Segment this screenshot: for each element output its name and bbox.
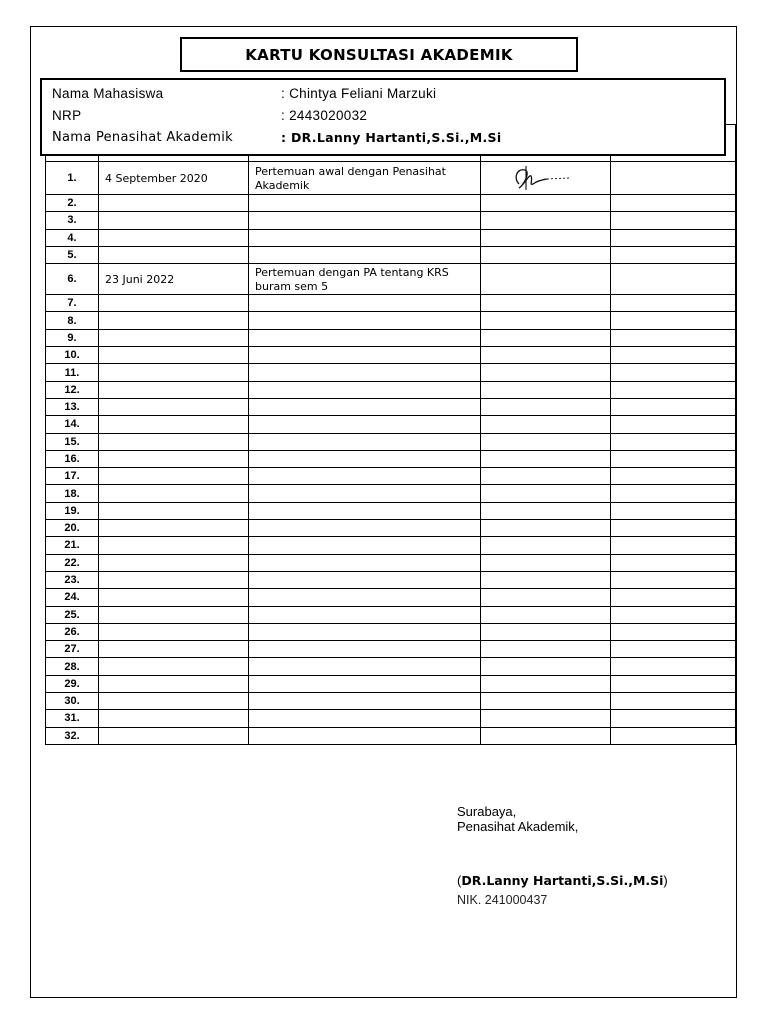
- row-signature: [481, 381, 611, 398]
- advisor-value: : DR.Lanny Hartanti,S.Si.,M.Si: [281, 130, 502, 145]
- row-number: 25.: [46, 606, 99, 623]
- row-number: 7.: [46, 295, 99, 312]
- row-note: [249, 295, 481, 312]
- row-date: [99, 520, 249, 537]
- nrp-value: : 2443020032: [281, 108, 368, 123]
- row-date: [99, 229, 249, 246]
- row-extra-cell: [611, 364, 736, 381]
- row-note: [249, 571, 481, 588]
- row-note: [249, 658, 481, 675]
- row-note: [249, 312, 481, 329]
- table-row: [46, 246, 736, 263]
- row-extra-cell: [611, 520, 736, 537]
- row-date: [99, 589, 249, 606]
- row-signature: [481, 554, 611, 571]
- table-row: [46, 468, 736, 485]
- row-number: 3.: [46, 212, 99, 229]
- row-signature: [481, 312, 611, 329]
- row-signature: [481, 710, 611, 727]
- row-note: Pertemuan awal dengan Penasihat Akademik: [249, 162, 481, 195]
- row-number: 26.: [46, 623, 99, 640]
- row-date: [99, 398, 249, 415]
- row-signature: [481, 433, 611, 450]
- table-row: [46, 537, 736, 554]
- row-signature: [481, 416, 611, 433]
- row-note: [249, 398, 481, 415]
- row-number: 30.: [46, 693, 99, 710]
- table-row: [46, 433, 736, 450]
- row-signature: [481, 485, 611, 502]
- row-note: [249, 537, 481, 554]
- row-note: [249, 623, 481, 640]
- row-signature: [481, 589, 611, 606]
- row-date: [99, 675, 249, 692]
- row-date: 23 Juni 2022: [99, 264, 249, 295]
- page-title: KARTU KONSULTASI AKADEMIK: [245, 45, 513, 64]
- row-note: [249, 710, 481, 727]
- row-number: 14.: [46, 416, 99, 433]
- table-row: [46, 162, 736, 195]
- advisor-label: Nama Penasihat Akademik: [52, 130, 233, 145]
- row-extra-cell: [611, 246, 736, 263]
- table-row: [46, 229, 736, 246]
- table-row: [46, 329, 736, 346]
- row-extra-cell: [611, 571, 736, 588]
- row-date: [99, 710, 249, 727]
- row-number: 8.: [46, 312, 99, 329]
- table-row: [46, 623, 736, 640]
- row-signature: [481, 468, 611, 485]
- row-signature: [481, 727, 611, 744]
- table-row: [46, 212, 736, 229]
- row-date: [99, 416, 249, 433]
- row-extra-cell: [611, 229, 736, 246]
- title-box: [180, 37, 578, 72]
- table-row: [46, 364, 736, 381]
- row-extra-cell: [611, 693, 736, 710]
- table-row: [46, 264, 736, 295]
- row-extra-cell: [611, 641, 736, 658]
- row-date: [99, 537, 249, 554]
- row-date: [99, 641, 249, 658]
- row-date: [99, 658, 249, 675]
- row-extra-cell: [611, 606, 736, 623]
- row-signature: [481, 347, 611, 364]
- row-number: 32.: [46, 727, 99, 744]
- row-number: 23.: [46, 571, 99, 588]
- row-date: [99, 195, 249, 212]
- row-note: [249, 416, 481, 433]
- row-number: 4.: [46, 229, 99, 246]
- row-extra-cell: [611, 195, 736, 212]
- row-number: 9.: [46, 329, 99, 346]
- row-signature: [481, 623, 611, 640]
- row-note: [249, 641, 481, 658]
- table-row: [46, 710, 736, 727]
- advisor-signature-name: DR.Lanny Hartanti,S.Si.,M.Si: [461, 873, 664, 888]
- row-date: [99, 212, 249, 229]
- table-row: [46, 347, 736, 364]
- row-signature: [481, 537, 611, 554]
- row-date: [99, 606, 249, 623]
- row-date: [99, 246, 249, 263]
- row-extra-cell: [611, 312, 736, 329]
- row-number: 6.: [46, 264, 99, 295]
- row-extra-cell: [611, 329, 736, 346]
- row-number: 12.: [46, 381, 99, 398]
- row-number: 15.: [46, 433, 99, 450]
- row-signature: [481, 295, 611, 312]
- row-date: [99, 502, 249, 519]
- nrp-label: NRP: [52, 108, 82, 123]
- row-signature: [481, 450, 611, 467]
- row-number: 21.: [46, 537, 99, 554]
- row-extra-cell: [611, 468, 736, 485]
- row-number: 19.: [46, 502, 99, 519]
- row-number: 10.: [46, 347, 99, 364]
- row-extra-cell: [611, 485, 736, 502]
- row-note: [249, 212, 481, 229]
- footer-role: Penasihat Akademik,: [457, 819, 579, 834]
- row-extra-cell: [611, 264, 736, 295]
- row-signature: [481, 212, 611, 229]
- table-row: [46, 727, 736, 744]
- row-number: 18.: [46, 485, 99, 502]
- row-note: [249, 468, 481, 485]
- row-date: [99, 727, 249, 744]
- row-note: [249, 347, 481, 364]
- row-signature: [481, 329, 611, 346]
- row-extra-cell: [611, 727, 736, 744]
- row-date: [99, 381, 249, 398]
- row-note: [249, 229, 481, 246]
- student-name-label: Nama Mahasiswa: [52, 86, 164, 101]
- row-number: 31.: [46, 710, 99, 727]
- row-extra-cell: [611, 416, 736, 433]
- row-number: 16.: [46, 450, 99, 467]
- row-date: [99, 450, 249, 467]
- table-row: [46, 312, 736, 329]
- signature-icon: [507, 164, 577, 192]
- row-extra-cell: [611, 433, 736, 450]
- table-row: [46, 571, 736, 588]
- row-note: [249, 450, 481, 467]
- row-extra-cell: [611, 450, 736, 467]
- row-note: [249, 502, 481, 519]
- row-signature: [481, 606, 611, 623]
- row-note: [249, 195, 481, 212]
- table-row: [46, 450, 736, 467]
- row-extra-cell: [611, 162, 736, 195]
- row-date: [99, 329, 249, 346]
- row-date: [99, 554, 249, 571]
- row-note: [249, 606, 481, 623]
- table-row: [46, 589, 736, 606]
- row-extra-cell: [611, 347, 736, 364]
- table-row: [46, 658, 736, 675]
- row-extra-cell: [611, 502, 736, 519]
- row-note: [249, 727, 481, 744]
- row-date: [99, 485, 249, 502]
- row-date: [99, 295, 249, 312]
- row-date: [99, 468, 249, 485]
- row-extra-cell: [611, 295, 736, 312]
- consultation-table-body: [46, 125, 736, 745]
- row-signature: [481, 229, 611, 246]
- row-signature: [481, 520, 611, 537]
- row-extra-cell: [611, 589, 736, 606]
- row-number: 27.: [46, 641, 99, 658]
- row-number: 13.: [46, 398, 99, 415]
- row-date: [99, 693, 249, 710]
- row-number: 1.: [46, 162, 99, 195]
- table-row: [46, 502, 736, 519]
- row-note: [249, 675, 481, 692]
- table-row: [46, 520, 736, 537]
- row-number: 24.: [46, 589, 99, 606]
- row-number: 11.: [46, 364, 99, 381]
- row-number: 29.: [46, 675, 99, 692]
- row-note: [249, 589, 481, 606]
- row-number: 28.: [46, 658, 99, 675]
- row-date: [99, 347, 249, 364]
- row-note: [249, 364, 481, 381]
- row-signature: [481, 398, 611, 415]
- row-signature: [481, 264, 611, 295]
- table-row: [46, 641, 736, 658]
- table-row: [46, 295, 736, 312]
- table-row: [46, 398, 736, 415]
- footer-advisor-name: [457, 873, 668, 888]
- row-signature: [481, 246, 611, 263]
- row-number: 17.: [46, 468, 99, 485]
- row-number: 5.: [46, 246, 99, 263]
- name-close-paren: ): [663, 873, 668, 888]
- row-signature: [481, 641, 611, 658]
- row-signature: [481, 195, 611, 212]
- row-extra-cell: [611, 381, 736, 398]
- row-date: [99, 623, 249, 640]
- row-extra-cell: [611, 623, 736, 640]
- row-extra-cell: [611, 537, 736, 554]
- row-number: 22.: [46, 554, 99, 571]
- row-signature: [481, 675, 611, 692]
- row-signature: [481, 364, 611, 381]
- table-row: [46, 485, 736, 502]
- footer-nik: NIK. 241000437: [457, 893, 548, 907]
- row-extra-cell: [611, 212, 736, 229]
- row-extra-cell: [611, 554, 736, 571]
- table-row: [46, 554, 736, 571]
- row-extra-cell: [611, 710, 736, 727]
- row-number: 20.: [46, 520, 99, 537]
- footer-city: Surabaya,: [457, 804, 517, 819]
- row-date: 4 September 2020: [99, 162, 249, 195]
- row-note: [249, 329, 481, 346]
- row-note: [249, 485, 481, 502]
- consultation-table: [45, 124, 736, 745]
- row-extra-cell: [611, 675, 736, 692]
- row-date: [99, 433, 249, 450]
- row-extra-cell: [611, 658, 736, 675]
- row-note: [249, 554, 481, 571]
- table-row: [46, 195, 736, 212]
- row-signature: [481, 571, 611, 588]
- row-signature: [481, 693, 611, 710]
- row-signature: [481, 502, 611, 519]
- row-date: [99, 364, 249, 381]
- table-row: [46, 381, 736, 398]
- row-number: 2.: [46, 195, 99, 212]
- row-extra-cell: [611, 398, 736, 415]
- table-row: [46, 693, 736, 710]
- table-row: [46, 416, 736, 433]
- row-note: [249, 693, 481, 710]
- row-note: [249, 381, 481, 398]
- row-note: [249, 520, 481, 537]
- name-open-paren: (: [457, 873, 462, 888]
- student-info-box: [40, 78, 726, 156]
- row-signature: [481, 162, 611, 195]
- row-signature: [481, 658, 611, 675]
- row-note: Pertemuan dengan PA tentang KRS buram sem 5: [249, 264, 481, 295]
- consultation-table-wrap: [45, 124, 735, 745]
- row-date: [99, 571, 249, 588]
- table-row: [46, 675, 736, 692]
- student-name-value: : Chintya Feliani Marzuki: [281, 86, 437, 101]
- table-row: [46, 606, 736, 623]
- row-note: [249, 433, 481, 450]
- row-date: [99, 312, 249, 329]
- row-note: [249, 246, 481, 263]
